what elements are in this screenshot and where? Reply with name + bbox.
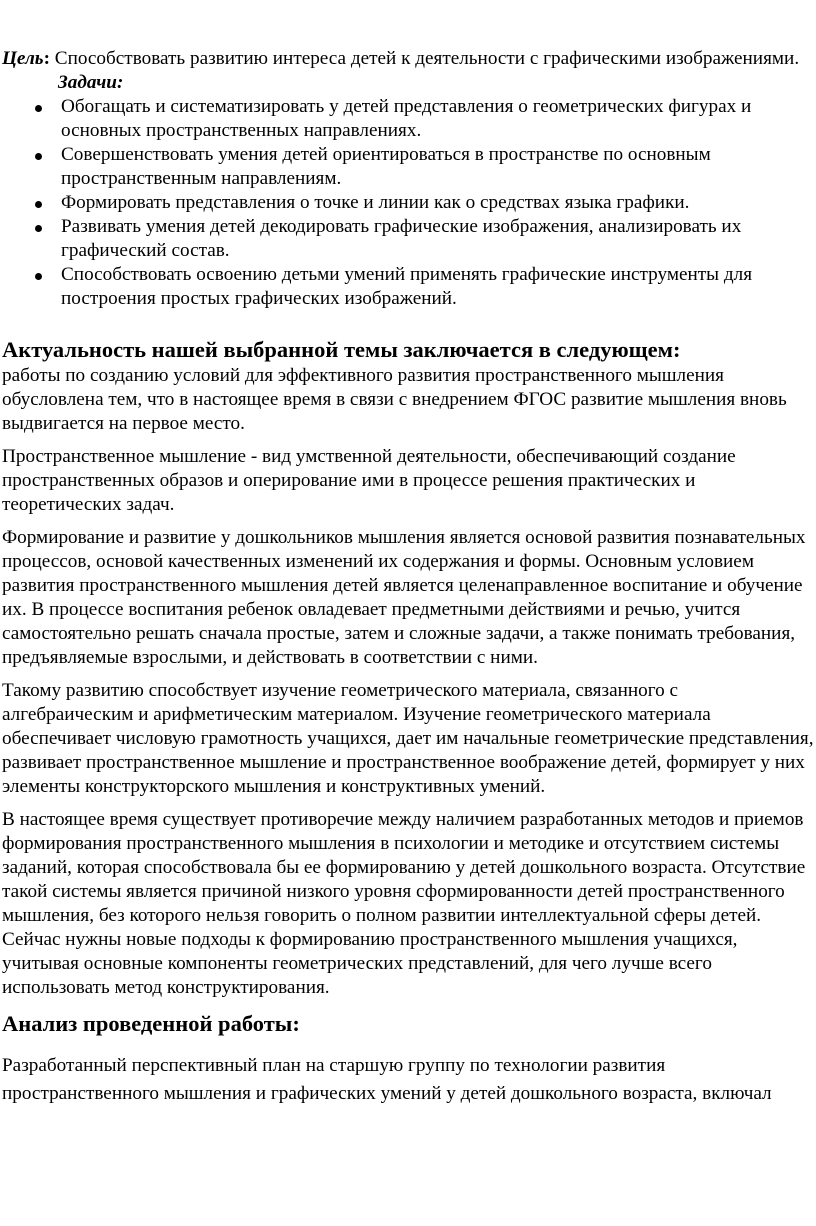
goal-label: Цель <box>2 48 44 69</box>
relevance-paragraph-1: работы по созданию условий для эффективного развития пространственного мышления обусловлена тем, что в настоящее время в связи с внедрением ФГОС развитие мышления вновь выдвигается на первое место. <box>2 365 787 434</box>
task-text: Развивать умения детей декодировать графические изображения, анализировать их графический состав. <box>61 216 742 261</box>
task-text: Обогащать и систематизировать у детей представления о геометрических фигурах и основных пространственных направлениях. <box>61 96 752 141</box>
list-item <box>2 143 814 191</box>
goal-colon: : <box>43 48 50 69</box>
task-text: Формировать представления о точке и линии как о средствах языка графики. <box>61 192 690 213</box>
list-item <box>2 191 814 215</box>
analysis-heading: Анализ проведенной работы: <box>2 1011 300 1036</box>
list-item <box>2 215 814 263</box>
bullet-icon <box>35 201 42 208</box>
relevance-paragraph-4: Такому развитию способствует изучение геометрического материала, связанного с алгебраическим и арифметическим материалом. Изучение геометрического материала обеспечивает числовую грамотность учащихся, дает им начальные геометрические представления, развивает пространственное мышление и пространственное воображение детей, формирует у них элементы конструкторского мышления и конструктивных умений. <box>2 680 814 797</box>
relevance-paragraph-3: Формирование и развитие у дошкольников мышления является основой развития познавательных процессов, основой качественных изменений их содержания и формы. Основным условием развития пространственного мышления детей является целенаправленное воспитание и обучение их. В процессе воспитания ребенок овладевает предметными действиями и речью, учится самостоятельно решать сначала простые, затем и сложные задачи, а также понимать требования, предъявляемые взрослыми, и действовать в соответствии с ними. <box>2 527 806 668</box>
bullet-icon <box>35 105 42 112</box>
bullet-icon <box>35 153 42 160</box>
task-text: Совершенствовать умения детей ориентироваться в пространстве по основным пространственным направлениям. <box>61 144 711 189</box>
list-item <box>2 95 814 143</box>
bullet-icon <box>35 225 42 232</box>
relevance-paragraph-2: Пространственное мышление - вид умственной деятельности, обеспечивающий создание пространственных образов и оперирование ими в процессе решения практических и теоретических задач. <box>2 446 736 515</box>
goal-text: Способствовать развитию интереса детей к деятельности с графическими изображениями. <box>49 48 800 69</box>
tasks-list <box>2 95 814 311</box>
relevance-heading: Актуальность нашей выбранной темы заключается в следующем: <box>2 337 681 362</box>
goal-paragraph <box>2 47 814 71</box>
bullet-icon <box>35 273 42 280</box>
task-text: Способствовать освоению детьми умений применять графические инструменты для построения простых графических изображений. <box>61 264 753 309</box>
list-item <box>2 263 814 311</box>
relevance-paragraph-5: В настоящее время существует противоречие между наличием разработанных методов и приемов формирования пространственного мышления в психологии и методике и отсутствием системы заданий, которая способствовала бы ее формированию у детей дошкольного возраста. Отсутствие такой системы является причиной низкого уровня сформированности детей пространственного мышления, без которого нельзя говорить о полном развитии интеллектуальной сферы детей. Сейчас нужны новые подходы к формированию пространственного мышления учащихся, учитывая основные компоненты геометрических представлений, для чего лучше всего использовать метод конструктирования. <box>2 809 806 998</box>
tasks-heading: Задачи: <box>58 72 124 93</box>
analysis-paragraph-1: Разработанный перспективный план на старшую группу по технологии развития пространственного мышления и графических умений у детей дошкольного возраста, включал <box>2 1055 772 1104</box>
